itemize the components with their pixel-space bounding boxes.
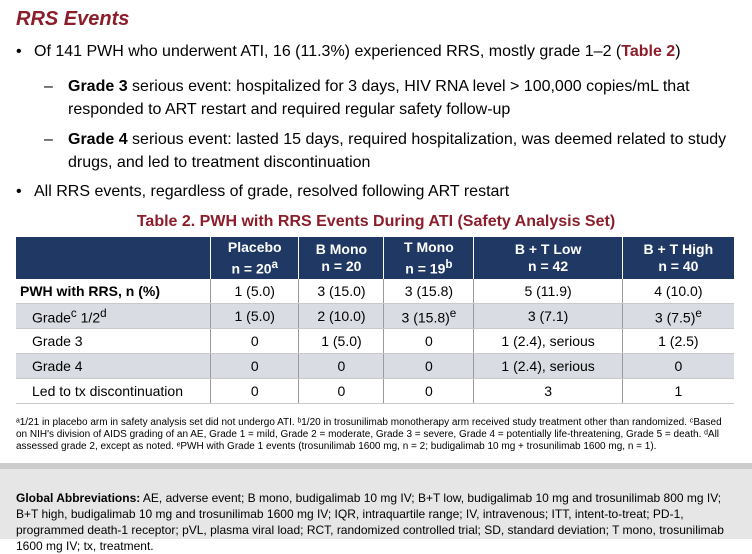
col-label: T Mono [404,238,454,255]
sub-2-bold: Grade 4 [68,131,128,148]
table-cell: 4 (10.0) [622,279,734,304]
bullet-dot: • [16,183,22,200]
table-cell: 0 [622,354,734,379]
cell-value: 3 (7.5) [654,309,696,326]
table-cell: 1 (2.5) [622,329,734,354]
table-title: Table 2. PWH with RRS Events During ATI (Safety Analysis Set) [136,213,616,230]
col-label: B + T High [643,241,714,257]
col-header-bt-low [474,237,622,279]
table-cell: 1 (2.4), serious [474,329,622,354]
col-n: n = 42 [528,258,569,274]
table-cell [622,304,734,329]
row-label: Grade 3 [16,329,211,354]
rrs-table [16,237,734,404]
col-sup: b [445,257,453,271]
table-cell: 1 [622,379,734,404]
table-cell: 3 (15.8) [384,279,474,304]
col-header-t-mono [384,237,474,279]
bullet-2-text: All RRS events, regardless of grade, resolved following ART restart [34,183,510,200]
table-ref: Table 2 [621,43,676,60]
table-cell: 3 [474,379,622,404]
bullet-1-text: Of 141 PWH who underwent ATI, 16 (11.3%) experienced RRS, mostly grade 1–2 ( [34,43,622,60]
page-title: RRS Events [16,8,130,30]
table-row [16,379,734,404]
table-cell: 0 [211,379,299,404]
col-label: B + T Low [514,241,582,257]
col-label: B Mono [315,241,368,257]
table-cell: 3 (7.1) [474,304,622,329]
footnote-sup: e [695,306,702,320]
col-header-placebo [211,237,299,279]
sub-1-text: serious event: hospitalized for 3 days, HIV RNA level > 100,000 copies/mL that responded to ART restart and required regular safety follow-up [68,78,690,118]
sub-1-bold: Grade 3 [68,78,128,95]
footnote-sup: e [449,306,457,320]
col-n: n = 40 [658,258,699,274]
col-n: n = 19 [405,260,446,277]
grade-range: 1/2 [76,309,101,326]
table-cell: 1 (2.4), serious [474,354,622,379]
cell-value: 3 (15.8) [401,309,450,326]
sub-bullet-dash: – [44,131,53,148]
col-n: n = 20 [231,260,272,277]
sub-bullet-dash: – [44,78,53,95]
grade-label: Grade [32,309,71,326]
col-n: n = 20 [321,258,362,274]
bullet-1-close: ) [675,43,681,60]
footnote-sup: d [100,306,107,320]
table-cell: 0 [211,354,299,379]
row-label: PWH with RRS, n (%) [16,279,211,304]
footnote-sup: c [70,306,77,320]
header-blank [16,237,211,279]
table-cell: 0 [299,379,384,404]
abbreviations-text [16,490,736,554]
table-header-row [16,237,734,279]
table-cell: 0 [384,379,474,404]
table-row [16,329,734,354]
abbreviations-label: Global Abbreviations: [16,491,141,505]
sub-bullet-text [68,75,744,121]
sub-bullet-text [68,128,744,174]
bullet-dot: • [16,43,22,60]
table-cell: 1 (5.0) [211,279,299,304]
col-header-b-mono [299,237,384,279]
row-label: Led to tx discontinuation [16,379,211,404]
table-cell: 0 [384,354,474,379]
table-cell [384,304,474,329]
table-row [16,304,734,329]
row-label [16,304,211,329]
row-label: Grade 4 [16,354,211,379]
table-cell: 5 (11.9) [474,279,622,304]
bullet-text [34,40,744,63]
table-row [16,279,734,304]
table-cell: 3 (15.0) [299,279,384,304]
table-cell: 0 [384,329,474,354]
col-sup: a [271,257,279,271]
col-header-bt-high [622,237,734,279]
abbreviations-panel [0,463,752,553]
table-cell: 1 (5.0) [299,329,384,354]
table-row [16,354,734,379]
table-cell: 1 (5.0) [211,304,299,329]
sub-2-text: serious event: lasted 15 days, required hospitalization, was deemed related to study drugs, and led to treatment discontinuation [68,131,727,171]
table-footnote: ᵃ1/21 in placebo arm in safety analysis set did not undergo ATI. ᵇ1/20 in trosunilimab monotherapy arm received study treatment other than randomized. ᶜBased on NIH's division of AIDS grading of an AE, Grade 1 = mild, Grade 2 = moderate, Grade 3 = severe, Grade 4 = potentially life-threatening, Grade 5 = death. ᵈAll assessed grade 2, except as noted. ᵉPWH with Grade 1 events (trosunilimab 1600 mg, n = 2; budigalimab 10 mg + trosunilimab 1600 mg, n = 1). [16,417,722,452]
abbreviations-body: AE, adverse event; B mono, budigalimab 10 mg IV; B+T low, budigalimab 10 mg and trosunilimab 800 mg IV; B+T high, budigalimab 10 mg and trosunilimab 1600 mg IV; IQR, intraquartile range; IV, intravenous; ITT, intent-to-treat; PD-1, programmed death-1 receptor; pVL, plasma viral load; RCT, randomized controlled trial; SD, standard deviation; T mono, trosunilimab 1600 mg IV; tx, treatment. [16,491,724,553]
table-cell: 2 (10.0) [299,304,384,329]
divider [0,463,752,469]
col-label: Placebo [227,238,282,255]
table-cell: 0 [211,329,299,354]
table-cell: 0 [299,354,384,379]
